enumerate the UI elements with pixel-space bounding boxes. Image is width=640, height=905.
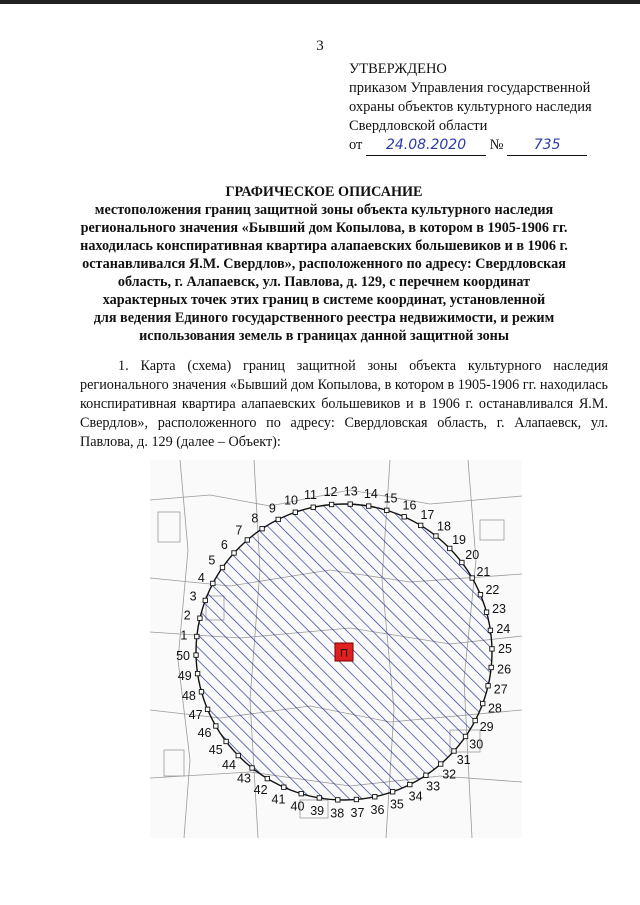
boundary-point-label: 1 (180, 628, 188, 643)
boundary-point-label: 35 (389, 797, 404, 812)
boundary-point-label: 4 (197, 570, 205, 585)
boundary-point-marker (470, 576, 474, 580)
protection-zone-map (150, 460, 522, 838)
boundary-point-label: 44 (222, 758, 236, 773)
boundary-point-label: 47 (188, 707, 203, 722)
boundary-point-marker (402, 515, 406, 519)
boundary-point-label: 13 (343, 484, 358, 499)
boundary-point-marker (317, 796, 321, 800)
boundary-point-marker (481, 701, 485, 705)
boundary-point-marker (195, 671, 199, 675)
boundary-point-marker (236, 753, 240, 757)
boundary-point-label: 40 (290, 799, 305, 814)
boundary-point-label: 30 (469, 737, 484, 752)
boundary-point-label: 19 (452, 532, 466, 547)
boundary-point-label: 39 (310, 804, 325, 819)
title-line: находилась конспиративная квартира алапаевских большевиков и в 1906 г. (80, 238, 568, 254)
boundary-point-label: 49 (177, 669, 192, 684)
title-line: останавливался Я.М. Свердлов», расположенного по адресу: Свердловская (82, 256, 566, 272)
approval-line: охраны объектов культурного наследия (349, 99, 592, 115)
boundary-point-label: 23 (492, 602, 507, 617)
document-title (60, 183, 588, 345)
boundary-point-label: 2 (183, 608, 191, 623)
boundary-point-marker (486, 684, 490, 688)
boundary-point-label: 46 (197, 726, 212, 740)
approval-date: 24.08.2020 (366, 136, 486, 156)
page-number: 3 (316, 38, 324, 54)
boundary-point-marker (282, 785, 286, 789)
title-heading: ГРАФИЧЕСКОЕ ОПИСАНИЕ (225, 184, 423, 200)
boundary-point-label: 17 (420, 507, 435, 522)
object-marker-label: П (340, 647, 348, 660)
boundary-point-marker (199, 690, 203, 694)
boundary-point-label: 3 (189, 589, 197, 604)
boundary-point-marker (194, 653, 198, 657)
boundary-point-label: 42 (253, 783, 268, 798)
boundary-point-marker (434, 534, 438, 538)
title-line: местоположения границ защитной зоны объекта культурного наследия (94, 202, 554, 218)
boundary-point-marker (214, 724, 218, 728)
boundary-point-marker (195, 634, 199, 638)
title-line: область, г. Алапаевск, ул. Павлова, д. 129, с перечнем координат (117, 274, 531, 290)
boundary-point-label: 50 (176, 648, 190, 663)
boundary-point-label: 43 (237, 771, 251, 786)
boundary-point-label: 31 (456, 753, 471, 768)
boundary-point-marker (276, 517, 280, 521)
boundary-point-label: 41 (271, 792, 286, 807)
map-description-paragraph: 1. Карта (схема) границ защитной зоны объекта культурного наследия регионального значения «Бывший дом Копылова, в котором в 1905-1906 гг. находилась конспиративная квартира алапаевских большевиков и в 1906 г. останавливался Я.М. Свердлов», расположенного по адресу: Свердловская область, г. Алапаевск, ул. Павлова, д. 129 (далее – Объект): (80, 358, 608, 450)
approval-number: 735 (507, 136, 587, 156)
boundary-point-marker (448, 546, 452, 550)
approval-heading: УТВЕРЖДЕНО (349, 61, 447, 77)
boundary-point-marker (424, 773, 428, 777)
approval-date-line (349, 136, 629, 156)
boundary-point-marker (478, 592, 482, 596)
boundary-point-label: 29 (479, 720, 494, 735)
boundary-point-marker (224, 739, 228, 743)
boundary-point-label: 32 (442, 767, 457, 782)
boundary-point-marker (373, 795, 377, 799)
boundary-point-marker (488, 628, 492, 632)
boundary-point-marker (336, 798, 340, 802)
boundary-point-marker (473, 718, 477, 722)
boundary-point-label: 25 (498, 642, 512, 657)
boundary-point-marker (390, 790, 394, 794)
boundary-point-label: 27 (493, 682, 508, 697)
title-line: для ведения Единого государственного реестра недвижимости, и режим (93, 310, 555, 326)
boundary-point-label: 38 (330, 806, 345, 821)
boundary-point-label: 26 (497, 662, 512, 677)
boundary-point-label: 48 (181, 688, 196, 703)
protection-zone (194, 502, 494, 802)
boundary-point-label: 21 (476, 565, 491, 579)
boundary-point-marker (311, 505, 315, 509)
boundary-point-marker (348, 502, 352, 506)
boundary-point-label: 45 (208, 742, 223, 757)
boundary-point-label: 9 (268, 501, 276, 516)
boundary-point-marker (211, 581, 215, 585)
boundary-point-marker (489, 665, 493, 669)
boundary-point-marker (203, 598, 207, 602)
boundary-point-label: 15 (383, 491, 398, 506)
title-line: характерных точек этих границ в системе координат, установленной (102, 292, 546, 308)
boundary-point-marker (265, 776, 269, 780)
boundary-point-marker (220, 565, 224, 569)
boundary-point-label: 28 (487, 701, 502, 716)
page-top-edge (0, 0, 640, 4)
approval-block (349, 60, 629, 156)
number-label: № (489, 137, 504, 153)
boundary-point-marker (245, 538, 249, 542)
boundary-point-marker (439, 762, 443, 766)
boundary-point-label: 16 (402, 498, 417, 513)
boundary-point-label: 33 (426, 779, 441, 794)
boundary-point-marker (232, 551, 236, 555)
boundary-point-marker (354, 797, 358, 801)
boundary-point-marker (490, 647, 494, 651)
title-line: использования земель в границах данной защитной зоны (139, 328, 509, 344)
boundary-point-marker (329, 502, 333, 506)
boundary-point-marker (460, 560, 464, 564)
boundary-point-marker (484, 610, 488, 614)
boundary-point-marker (293, 510, 297, 514)
boundary-point-label: 24 (496, 621, 511, 636)
boundary-point-label: 6 (220, 537, 228, 552)
title-line: регионального значения «Бывший дом Копылова, в котором в 1905-1906 гг. (80, 220, 568, 236)
boundary-point-label: 36 (370, 802, 385, 817)
boundary-point-marker (366, 504, 370, 508)
from-label: от (349, 137, 363, 153)
boundary-point-label: 34 (408, 789, 423, 804)
boundary-point-marker (408, 782, 412, 786)
boundary-point-label: 10 (284, 493, 299, 508)
boundary-point-marker (463, 734, 467, 738)
boundary-point-marker (198, 616, 202, 620)
boundary-point-label: 11 (304, 488, 318, 503)
boundary-point-label: 14 (363, 486, 378, 501)
boundary-point-label: 20 (465, 548, 480, 563)
boundary-point-marker (452, 749, 456, 753)
boundary-point-marker (250, 766, 254, 770)
boundary-point-marker (205, 707, 209, 711)
boundary-point-marker (418, 523, 422, 527)
boundary-point-marker (385, 508, 389, 512)
approval-line: приказом Управления государственной (349, 80, 591, 96)
boundary-point-label: 5 (208, 553, 216, 568)
boundary-point-label: 22 (485, 583, 500, 598)
boundary-point-label: 12 (323, 485, 338, 500)
boundary-point-marker (299, 791, 303, 795)
boundary-point-label: 8 (251, 511, 259, 526)
boundary-point-label: 37 (350, 805, 365, 820)
boundary-point-marker (260, 527, 264, 531)
approval-line: Свердловской области (349, 118, 488, 134)
boundary-point-label: 7 (235, 523, 243, 538)
boundary-point-label: 18 (437, 519, 451, 534)
